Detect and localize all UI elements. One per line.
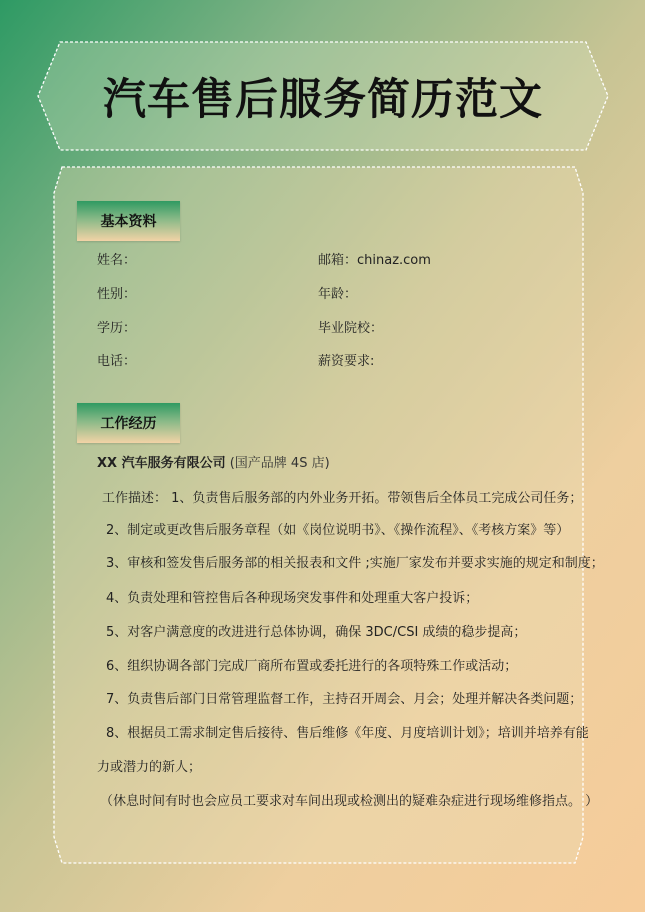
duty-line-5: 5、对客户满意度的改进进行总体协调，确保 3DC/CSI 成绩的稳步提高；: [106, 625, 527, 640]
field-education: 学历：: [97, 321, 137, 336]
field-school: 毕业院校：: [318, 321, 384, 336]
duty-line-1: 工作描述： 1、负责售后服务部的内外业务开拓。带领售后全体员工完成公司任务；: [102, 491, 583, 506]
section-basic-info: 基本资料: [77, 201, 180, 241]
company-name: XX 汽车服务有限公司: [97, 456, 226, 471]
duty-line-3: 3、审核和签发售后服务部的相关报表和文件 ;实施厂家发布并要求实施的规定和制度；: [106, 556, 604, 571]
field-salary: 薪资要求:: [318, 354, 375, 369]
section-work-experience: 工作经历: [77, 403, 180, 443]
field-name: 姓名：: [97, 253, 137, 268]
field-phone: 电话：: [97, 354, 137, 369]
duty-line-6: 6、组织协调各部门完成厂商所布置或委托进行的各项特殊工作或活动；: [106, 659, 518, 674]
field-gender: 性别：: [97, 287, 137, 302]
page-title: 汽车售后服务简历范文: [103, 74, 543, 125]
duty-line-4: 4、负责处理和管控售后各种现场突发事件和处理重大客户投诉；: [106, 591, 479, 606]
duty-line-2: 2、制定或更改售后服务章程（如《岗位说明书》、《操作流程》、《考核方案》等）: [106, 523, 570, 538]
field-email: 邮箱：chinaz.com: [318, 253, 431, 268]
title-banner: [36, 40, 610, 152]
company-line: [97, 452, 330, 471]
duty-note: （休息时间有时也会应员工要求对车间出现或检测出的疑难杂症进行现场维修指点。 ）: [100, 794, 599, 809]
duty-line-8: 8、根据员工需求制定售后接待、售后维修《年度、月度培训计划》；培训并培养有能: [106, 726, 589, 741]
duty-line-8-cont: 力或潜力的新人；: [97, 760, 202, 775]
field-age: 年龄：: [318, 287, 358, 302]
duty-line-7: 7、负责售后部门日常管理监督工作，主持召开周会、月会；处理并解决各类问题；: [106, 692, 583, 707]
company-note: (国产品牌 4S 店): [229, 456, 330, 471]
